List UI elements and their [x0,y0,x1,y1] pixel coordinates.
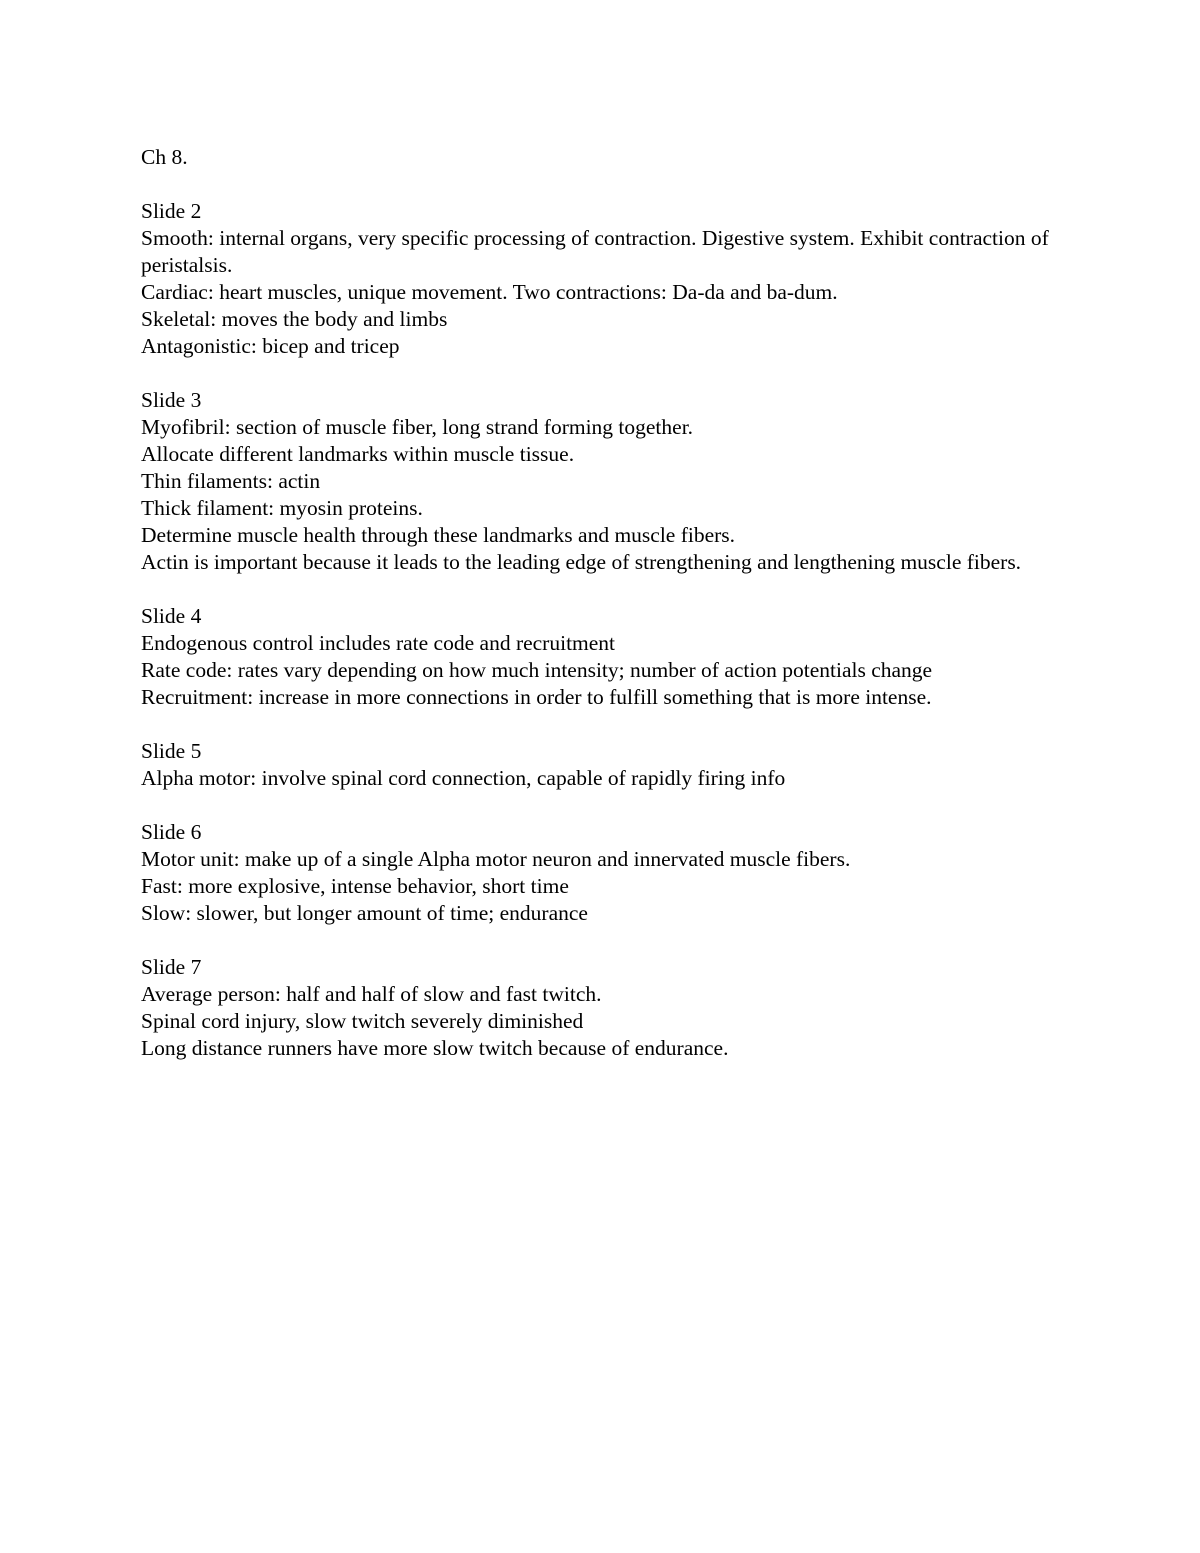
section-heading: Slide 6 [141,820,202,844]
section-slide-4 [141,603,1061,711]
note-line: Motor unit: make up of a single Alpha motor neuron and innervated muscle fibers. [141,847,851,871]
note-line: Determine muscle health through these landmarks and muscle fibers. [141,523,736,547]
section-heading: Slide 7 [141,955,202,979]
section-slide-7 [141,954,1061,1062]
note-line: Average person: half and half of slow and fast twitch. [141,982,602,1006]
section-heading: Slide 2 [141,199,202,223]
note-line: Allocate different landmarks within muscle tissue. [141,442,575,466]
section-slide-5 [141,738,1061,792]
note-line: Actin is important because it leads to the leading edge of strengthening and lengthening muscle fibers. [141,550,1022,574]
section-slide-2 [141,198,1061,360]
section-heading: Slide 3 [141,388,202,412]
note-line: Long distance runners have more slow twitch because of endurance. [141,1036,729,1060]
note-line: Fast: more explosive, intense behavior, short time [141,874,569,898]
note-line: Thick filament: myosin proteins. [141,496,423,520]
note-line: Antagonistic: bicep and tricep [141,334,400,358]
note-line: Recruitment: increase in more connections in order to fulfill something that is more intense. [141,685,932,709]
note-line: Myofibril: section of muscle fiber, long strand forming together. [141,415,694,439]
note-line: Slow: slower, but longer amount of time; endurance [141,901,588,925]
section-slide-3 [141,387,1061,576]
section-slide-6 [141,819,1061,927]
section-heading: Slide 5 [141,739,202,763]
note-line: Alpha motor: involve spinal cord connection, capable of rapidly firing info [141,766,786,790]
note-line: Thin filaments: actin [141,469,321,493]
section-heading: Slide 4 [141,604,202,628]
note-line: Rate code: rates vary depending on how much intensity; number of action potentials change [141,658,933,682]
note-line: Cardiac: heart muscles, unique movement. Two contractions: Da-da and ba-dum. [141,280,838,304]
document-body [141,144,1061,1089]
note-line: Skeletal: moves the body and limbs [141,307,448,331]
note-line: Endogenous control includes rate code and recruitment [141,631,616,655]
note-line: Spinal cord injury, slow twitch severely diminished [141,1009,584,1033]
document-title: Ch 8. [141,145,188,169]
note-line: Smooth: internal organs, very specific processing of contraction. Digestive system. Exhibit contraction of peristalsis. [141,226,1049,277]
